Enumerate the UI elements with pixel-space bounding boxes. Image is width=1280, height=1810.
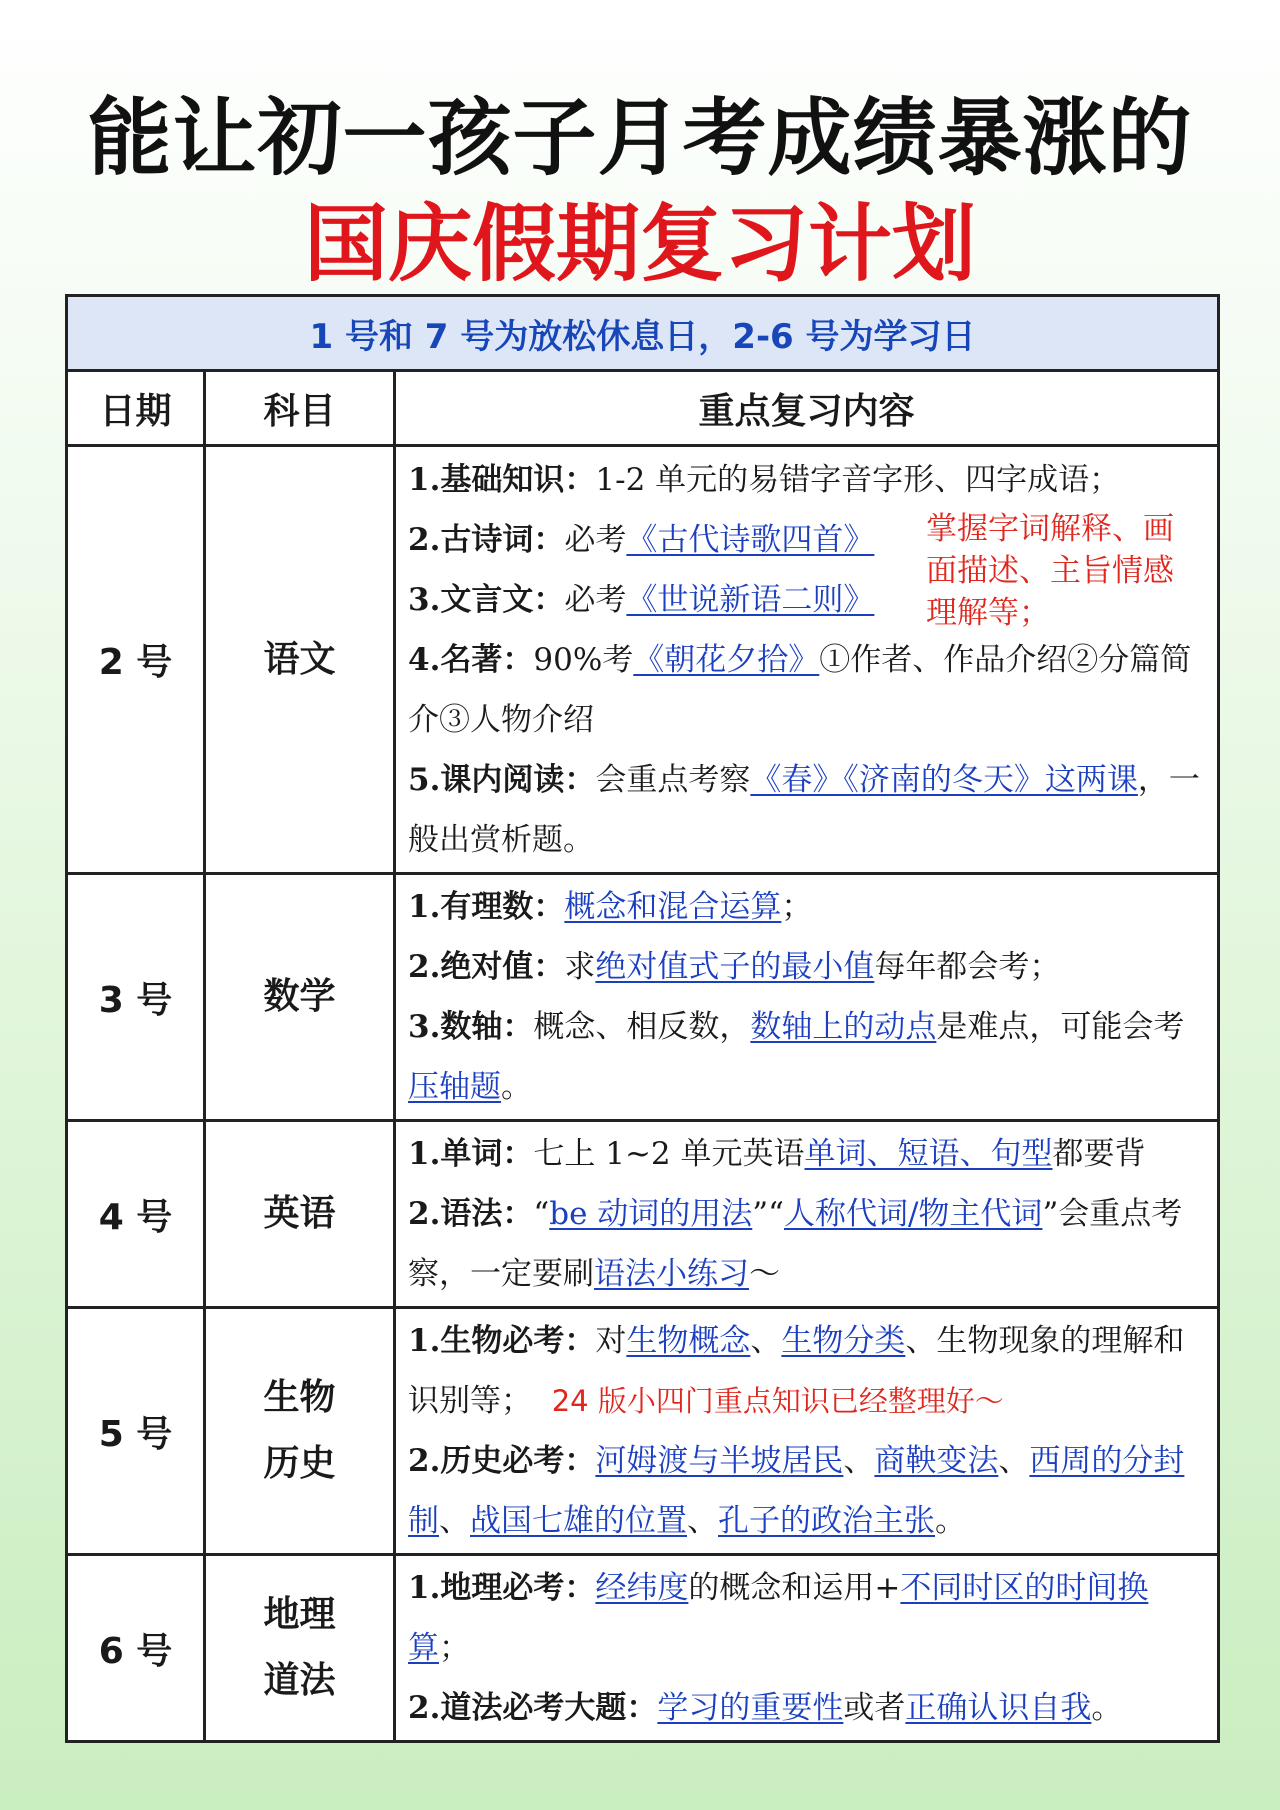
item-text: 对 — [595, 1323, 627, 1359]
highlight-text: 语法小练习 — [594, 1256, 749, 1292]
item-text: 、 — [750, 1323, 782, 1359]
item-text: 。 — [501, 1069, 532, 1105]
item-text: 是难点，可能会考 — [936, 1009, 1185, 1045]
highlight-text: 数轴上的动点 — [750, 1009, 937, 1045]
page-title-line2: 国庆假期复习计划 — [303, 195, 976, 293]
highlight-text: 绝对值式子的最小值 — [595, 949, 875, 985]
list-item — [408, 937, 1207, 997]
highlight-text: 《世说新语二则》 — [626, 581, 875, 618]
subject-name: 语文 — [263, 638, 336, 680]
item-text: ； — [781, 889, 813, 925]
subject-cell — [205, 1555, 395, 1742]
list-item — [408, 997, 1207, 1117]
header-content: 重点复习内容 — [395, 371, 1219, 446]
subject-name: 道法 — [263, 1660, 336, 1701]
highlight-text: 经纬度 — [595, 1570, 689, 1606]
item-label: 1.有理数： — [408, 889, 565, 925]
list-item — [408, 450, 1207, 510]
highlight-text: 单词、短语、句型 — [804, 1136, 1053, 1172]
item-text: 、 — [998, 1443, 1030, 1479]
item-label: 1.基础知识： — [408, 461, 596, 498]
item-text: 必考 — [564, 581, 627, 618]
highlight-text: 学习的重要性 — [657, 1690, 844, 1726]
item-text: 、 — [687, 1503, 718, 1539]
item-text: 会重点考察，一定要刷 — [408, 1196, 1183, 1292]
list-item — [408, 630, 1207, 750]
highlight-text: 生物分类 — [781, 1323, 906, 1359]
content-cell — [395, 1121, 1219, 1308]
day-cell: 6 号 — [67, 1555, 205, 1742]
highlight-text: 不同时区的时间换算 — [408, 1570, 1149, 1666]
highlight-text: 商鞅变法 — [874, 1443, 999, 1479]
item-text: 会重点考察 — [595, 761, 751, 798]
item-label: 2.绝对值： — [408, 949, 565, 985]
header-subject: 科目 — [205, 371, 395, 446]
item-text: “ — [533, 1196, 550, 1232]
subject-cell — [205, 446, 395, 874]
item-label: 3.数轴： — [408, 1009, 534, 1045]
highlight-text: 概念和混合运算 — [564, 889, 782, 925]
item-text: 都要背 — [1052, 1136, 1146, 1172]
item-label: 2.道法必考大题： — [408, 1690, 658, 1726]
handwritten-note: 掌握字词解释、画面描述、主旨情感理解等； — [926, 511, 1174, 631]
item-label: 2.历史必考： — [408, 1443, 596, 1479]
highlight-text: 战国七雄的位置 — [470, 1503, 687, 1539]
item-text: 、 — [439, 1503, 470, 1539]
subject-cell — [205, 874, 395, 1121]
subject-cell — [205, 1308, 395, 1555]
subject-name: 英语 — [263, 1193, 336, 1234]
highlight-text: be 动词的用法 — [549, 1196, 753, 1232]
list-item — [408, 1558, 1207, 1678]
highlight-text: 《春》《济南的冬天》这两课 — [750, 761, 1138, 798]
header-date: 日期 — [67, 371, 205, 446]
list-item — [408, 750, 1207, 870]
list-item — [408, 1678, 1207, 1738]
item-text: 求 — [564, 949, 596, 985]
item-text: 必考 — [564, 521, 627, 558]
item-text: 概念、相反数， — [533, 1009, 751, 1045]
item-label: 2.古诗词： — [408, 521, 565, 558]
item-text: 。 — [935, 1503, 966, 1539]
table-banner: 1 号和 7 号为放松休息日，2-6 号为学习日 — [67, 296, 1219, 371]
item-label: 3.文言文： — [408, 581, 565, 618]
item-text: 、 — [843, 1443, 875, 1479]
item-text: 1-2 单元的易错字音字形、四字成语； — [595, 461, 1121, 498]
item-text: 、生物现象的理解和识别等； — [408, 1323, 1185, 1419]
item-text: ； — [439, 1630, 470, 1666]
highlight-text: 《古代诗歌四首》 — [626, 521, 875, 558]
list-item — [408, 1124, 1207, 1184]
subject-name: 生物 — [263, 1377, 336, 1418]
content-cell — [395, 1555, 1219, 1742]
day-cell: 5 号 — [67, 1308, 205, 1555]
item-label: 1.地理必考： — [408, 1570, 596, 1606]
item-text: ～ — [749, 1256, 780, 1292]
highlight-text: 压轴题 — [408, 1069, 501, 1105]
list-item — [408, 877, 1207, 937]
item-text: 。 — [1091, 1690, 1123, 1726]
item-text: ，一般出赏析题。 — [408, 761, 1200, 858]
table-row — [67, 1308, 1219, 1555]
page-title-line1: 能让初一孩子月考成绩暴涨的 — [87, 89, 1193, 187]
table-row — [67, 1121, 1219, 1308]
day-cell: 4 号 — [67, 1121, 205, 1308]
table-row — [67, 874, 1219, 1121]
item-text: ” — [1042, 1196, 1059, 1232]
item-label: 2.语法： — [408, 1196, 534, 1232]
content-cell — [395, 874, 1219, 1121]
highlight-text: 西周的分封制 — [408, 1443, 1185, 1539]
subject-cell — [205, 1121, 395, 1308]
list-item — [408, 1184, 1207, 1304]
item-text: 90%考 — [533, 641, 634, 678]
list-item — [408, 1431, 1207, 1551]
highlight-text: 河姆渡与半坡居民 — [595, 1443, 844, 1479]
table-row — [67, 1555, 1219, 1742]
day-cell: 2 号 — [67, 446, 205, 874]
content-cell — [395, 1308, 1219, 1555]
item-label: 1.单词： — [408, 1136, 534, 1172]
highlight-text: 人称代词/物主代词 — [783, 1196, 1043, 1232]
item-text: 七上 1~2 单元英语 — [533, 1136, 805, 1172]
item-text: 每年都会考； — [874, 949, 1061, 985]
item-text: 或者 — [843, 1690, 906, 1726]
highlight-text: 生物概念 — [626, 1323, 751, 1359]
item-label: 4.名著： — [408, 641, 534, 678]
handwritten-note: 24 版小四门重点知识已经整理好～ — [551, 1384, 1004, 1418]
item-label: 1.生物必考： — [408, 1323, 596, 1359]
item-text: 的概念和运用+ — [688, 1570, 901, 1606]
item-text: ①作者、作品介绍②分篇简介③人物介绍 — [408, 641, 1192, 738]
item-text: ”“ — [752, 1196, 784, 1232]
subject-name: 数学 — [263, 976, 336, 1017]
highlight-text: 《朝花夕拾》 — [633, 641, 820, 678]
day-cell: 3 号 — [67, 874, 205, 1121]
item-label: 5.课内阅读： — [408, 761, 596, 798]
highlight-text: 正确认识自我 — [905, 1690, 1092, 1726]
subject-name: 历史 — [263, 1443, 336, 1484]
list-item — [408, 1311, 1207, 1431]
highlight-text: 孔子的政治主张 — [718, 1503, 935, 1539]
subject-name: 地理 — [263, 1594, 336, 1635]
